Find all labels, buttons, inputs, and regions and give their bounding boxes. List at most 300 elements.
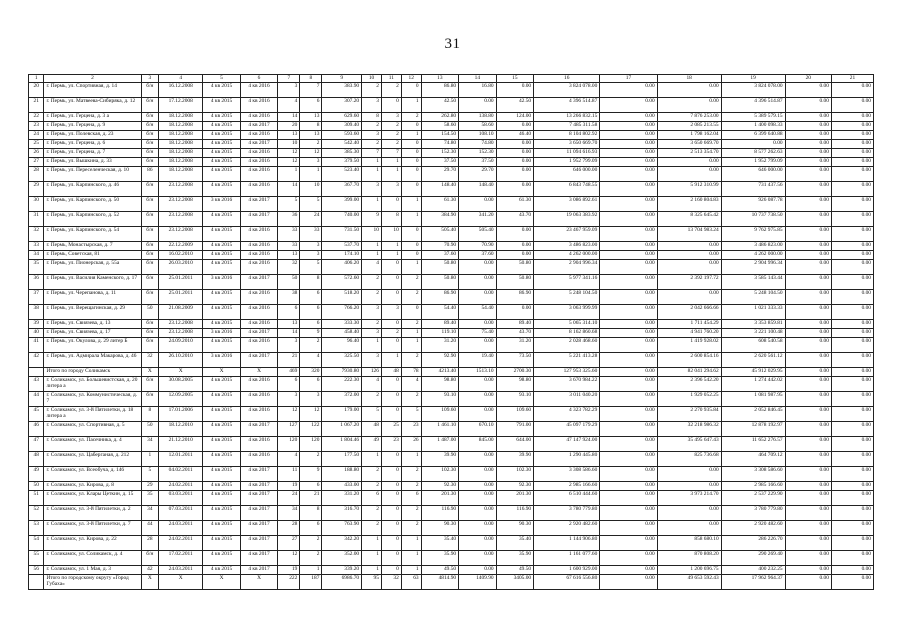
table-body [29,75,874,590]
table-cell: 10 [381,227,401,242]
table-cell: 10 [362,227,382,242]
table-cell: 2 985 166.60 [721,482,785,491]
table-cell: 384.90 [421,212,459,227]
table-row [29,98,874,113]
table-cell: 4 кв 2015 [203,452,241,467]
table-cell: 505.40 [421,227,459,242]
table-cell: 0.00 [785,167,831,182]
table-cell: 4 кв 2017 [240,566,278,575]
table-cell: 0.00 [721,140,785,149]
table-cell: 845.00 [459,437,497,452]
address-cell: г. Соликамск, ул. 3-й Пятилетки, д. 2 [44,506,141,521]
table-cell: б/н [141,242,159,251]
table-cell: 18.12.2008 [159,140,203,149]
table-cell: 0.00 [831,329,873,338]
table-cell: 49 [362,437,382,452]
table-cell: 1 952 799.09 [721,158,785,167]
table-cell: 108.10 [459,131,497,140]
table-cell: 3 308 586.60 [721,467,785,482]
table-cell: 6 399 640.88 [721,131,785,140]
table-cell: 629.60 [322,113,362,122]
table-cell: 0 [401,83,421,98]
table-cell: 379.50 [322,158,362,167]
table-cell: 0.00 [496,122,534,131]
table-cell: 858 680.10 [657,536,721,551]
table-cell: 23.12.2008 [159,320,203,329]
table-cell: 4 кв 2015 [203,467,241,482]
table-cell: 6 [300,290,322,305]
table-cell: 7 [300,83,322,98]
column-number-cell: 6 [240,75,278,83]
table-cell: 46 [29,422,44,437]
table-cell: 3 [381,305,401,320]
table-cell: 16.80 [459,83,497,98]
address-cell: г. Соликамск, ул. Большевистская, д. 20 литера а [44,377,141,392]
table-cell: 646 000.00 [721,167,785,182]
table-cell: 1 [401,452,421,467]
table-cell: 5 248 104.50 [721,290,785,305]
table-cell: 0.00 [831,305,873,320]
table-cell: 5 221 413.28 [534,353,600,368]
table-cell: 1 [401,536,421,551]
table-cell: 1 290 445.80 [534,452,600,467]
table-cell: 0.00 [459,320,497,329]
table-cell: 38 [29,305,44,320]
table-cell: 7 [381,149,401,158]
table-cell: 222 [278,575,300,590]
table-row [29,167,874,182]
table-cell: 1 [362,242,382,251]
address-cell: г. Соликамск, ул. Пасечника, д. 4 [44,437,141,452]
table-cell: 6 [362,491,382,506]
table-cell: 0 [381,392,401,407]
table-cell: 4 кв 2016 [240,377,278,392]
table-cell: 74.80 [421,140,459,149]
table-cell: 0 [381,338,401,353]
table-cell: 8 [381,212,401,227]
table-cell: 0.00 [785,377,831,392]
table-cell: 75.40 [459,329,497,338]
table-cell: 18.12.2008 [159,131,203,140]
table-cell: 4 кв 2015 [203,305,241,320]
table-cell: 0 [401,167,421,182]
table-cell: 148.40 [421,182,459,197]
table-cell: 469 [278,368,300,377]
table-cell: 4 кв 2015 [203,437,241,452]
table-cell: 4 [300,353,322,368]
table-cell: 4 кв 2016 [240,149,278,158]
table-cell: 3 063 999.99 [534,305,600,320]
table-cell: 6 [300,377,322,392]
table-cell: 49.50 [421,566,459,575]
table-cell: 4 кв 2017 [240,140,278,149]
table-cell: 35.90 [496,551,534,566]
table-cell: 0.00 [600,437,657,452]
table-cell: 0.00 [600,368,657,377]
table-cell: 0.00 [496,83,534,98]
table-cell: 4 кв 2015 [203,242,241,251]
table-cell: 0.00 [600,338,657,353]
table-cell: 1 [401,212,421,227]
table-cell: 34 [29,251,44,260]
table-cell: 0 [401,122,421,131]
table-cell: 29 [141,482,159,491]
table-cell: 21 [29,98,44,113]
table-row [29,566,874,575]
table-cell: 0.00 [657,242,721,251]
table-cell: 11 094 616.93 [534,149,600,158]
table-cell: 2 [362,467,382,482]
table-cell: 2 [362,392,382,407]
address-cell: г. Пермь, ул. Карпинского, д. 54 [44,227,141,242]
table-row [29,536,874,551]
table-cell: 4 кв 2015 [203,83,241,98]
table-cell: 1 [401,98,421,113]
table-row [29,353,874,368]
table-cell: 2 904 996.34 [721,260,785,275]
table-cell: 3 650 669.70 [657,140,721,149]
table-cell: 24.02.2011 [159,536,203,551]
table-cell: 0.00 [600,197,657,212]
column-number-cell: 17 [600,75,657,83]
address-cell: г. Пермь, ул. Герцена, д. 9 [44,122,141,131]
table-cell: 4 кв 2015 [203,521,241,536]
table-cell: 0.00 [831,575,873,590]
table-row [29,329,874,338]
table-cell: 44 [29,392,44,407]
address-cell: г. Соликамск, ул. 1 Мая, д. 3 [44,566,141,575]
table-cell: 1 [401,131,421,140]
table-cell: б/н [141,338,159,353]
table-cell: 0.00 [785,212,831,227]
table-cell: X [240,368,278,377]
table-cell: 0.00 [785,506,831,521]
table-cell: 21.12.2010 [159,437,203,452]
column-number-cell: 12 [401,75,421,83]
address-cell: г. Пермь, ул. Вышкина, д. 33 [44,158,141,167]
table-cell: 32 218 986.32 [657,422,721,437]
table-cell: 201.30 [421,491,459,506]
address-cell: г. Пермь, ул. Матвеева-Сибиряка, д. 12 [44,98,141,113]
table-cell: 34 [141,506,159,521]
table-row [29,482,874,491]
table-cell: 89.40 [421,320,459,329]
table-cell: 4 кв 2017 [240,197,278,212]
table-cell: 0.00 [459,521,497,536]
table-cell: 2 [362,140,382,149]
table-cell: 23.12.2008 [159,227,203,242]
table-cell: 8 325 645.42 [657,212,721,227]
table-cell: 22.12.2009 [159,242,203,251]
table-cell: 5 [141,467,159,482]
table-row [29,338,874,353]
table-cell: 2 [401,275,421,290]
table-cell: 0.00 [496,149,534,158]
table-cell: 3 кв 2016 [203,353,241,368]
table-cell: 19 063 383.92 [534,212,600,227]
table-cell: 3 824 078.00 [721,83,785,98]
table-cell: 3 [362,329,382,338]
table-cell: 4 кв 2015 [203,140,241,149]
table-cell: 0 [381,491,401,506]
table-row [29,392,874,407]
table-cell: 22 [29,113,44,122]
address-cell: г. Пермь, Советская, 81 [44,251,141,260]
table-cell: 12 [300,149,322,158]
table-cell: 70.90 [459,242,497,251]
table-cell: 4 кв 2015 [203,566,241,575]
table-cell: 791.00 [496,422,534,437]
table-cell: 127 953 325.60 [534,368,600,377]
table-cell: 2 [401,482,421,491]
address-cell: г. Соликамск, ул. 3-й Пятилетки, д. 7 [44,521,141,536]
table-cell: 0.00 [785,98,831,113]
table-cell: 50 [29,482,44,491]
table-cell: 2 [401,290,421,305]
table-cell: 3 [381,113,401,122]
table-cell: 309.40 [322,122,362,131]
table-cell: 1 274 442.02 [721,377,785,392]
table-cell: 0.00 [831,407,873,422]
table-cell: 1 952 799.09 [534,158,600,167]
table-cell: 93.10 [496,392,534,407]
table-cell: 325.50 [322,353,362,368]
table-cell: 0.00 [657,251,721,260]
table-cell: 0 [381,407,401,422]
address-cell: г. Соликамск, ул. Кирова, д. 22 [44,536,141,551]
table-cell: 4 кв 2016 [240,251,278,260]
table-cell: 50.80 [421,260,459,275]
table-cell: 27 [29,158,44,167]
table-cell: 55 [29,551,44,566]
table-cell: 33 [300,227,322,242]
table-cell: 0.00 [831,521,873,536]
table-cell: 4 кв 2015 [203,536,241,551]
table-cell: 4 кв 2015 [203,260,241,275]
table-cell: 43 [29,377,44,392]
address-cell: г. Пермь, ул. Верещагинская, д. 29 [44,305,141,320]
table-cell: 46.40 [496,131,534,140]
column-number-cell: 19 [721,75,785,83]
table-cell: 333.30 [322,320,362,329]
table-cell: 0.00 [785,353,831,368]
table-cell: 2 920 482.60 [534,521,600,536]
table-cell: 0.00 [831,482,873,491]
table-row [29,251,874,260]
table-cell: 9 [300,467,322,482]
table-cell: 367.70 [322,182,362,197]
table-cell: 1 [381,251,401,260]
table-cell: 6 [300,98,322,113]
table-cell: 0.00 [785,251,831,260]
table-cell: 0.00 [496,305,534,320]
table-cell: 3 486 823.00 [534,242,600,251]
table-cell: 0.00 [785,158,831,167]
table-cell: 1 400 098.33 [721,122,785,131]
table-row [29,83,874,98]
table-cell: 0.00 [785,275,831,290]
table-cell: 0.00 [785,305,831,320]
table-cell: 608 540.58 [721,338,785,353]
table-cell: 0.00 [600,422,657,437]
table-cell: 542.40 [322,140,362,149]
table-cell: 0.00 [600,131,657,140]
table-cell: 13 [300,131,322,140]
table-cell: 0.00 [600,320,657,329]
address-cell: г. Пермь, ул. Свиязева, д. 17 [44,329,141,338]
table-cell: 0.00 [600,83,657,98]
table-cell: 1 600 929.00 [534,566,600,575]
column-number-cell: 21 [831,75,873,83]
table-cell: 3 кв 2016 [203,275,241,290]
table-cell: 50.80 [496,260,534,275]
table-cell: 0.00 [785,521,831,536]
table-cell: 1 081 987.95 [721,392,785,407]
table-cell: 4 кв 2017 [240,551,278,566]
table-cell: 262.80 [421,113,459,122]
column-number-cell: 10 [362,75,382,83]
table-cell: б/н [141,290,159,305]
table-cell: 4 кв 2017 [240,122,278,131]
table-cell: 4 кв 2015 [203,506,241,521]
table-cell: 1 021 333.33 [721,305,785,320]
table-cell: 18.12.2010 [159,422,203,437]
table-cell: 3 650 669.70 [534,140,600,149]
table-row [29,305,874,320]
table-cell: 4 кв 2016 [240,320,278,329]
table-cell: 98.80 [421,377,459,392]
table-cell: 0.00 [600,140,657,149]
table-cell: 4 кв 2015 [203,167,241,182]
table-cell: 0 [381,290,401,305]
table-cell: 0.00 [785,407,831,422]
table-cell: 17.12.2008 [159,98,203,113]
table-cell: 2 [362,275,382,290]
table-cell: 0.00 [600,113,657,122]
table-cell: 0.00 [459,377,497,392]
table-cell: 35 495 647.43 [657,437,721,452]
table-cell: 26.03.2010 [159,260,203,275]
table-cell: 9 762 975.85 [721,227,785,242]
table-cell: 0 [381,452,401,467]
table-cell: 90.30 [421,521,459,536]
table-cell: 92.90 [421,353,459,368]
table-row [29,377,874,392]
table-cell: 29 [29,182,44,197]
table-cell: 307.20 [322,98,362,113]
table-cell: 0.00 [600,182,657,197]
table-cell: 1 [362,197,382,212]
table-cell: 13 [300,113,322,122]
table-cell: 40 [29,329,44,338]
table-cell: 0.00 [459,536,497,551]
column-number-cell: 16 [534,75,600,83]
table-cell: 0.00 [785,392,831,407]
table-cell: 2 042 666.66 [657,305,721,320]
table-cell: 2 [300,536,322,551]
table-cell: 4 кв 2016 [240,290,278,305]
table-cell: 406.20 [322,260,362,275]
table-cell: 4 [362,377,382,392]
table-cell: 740.00 [322,212,362,227]
table-cell: 464 709.12 [721,452,785,467]
table-cell: 4 кв 2015 [203,212,241,227]
table-cell: 1 [401,566,421,575]
table-cell: 25 [29,140,44,149]
table-cell: 0.00 [600,575,657,590]
table-cell: 352.00 [322,551,362,566]
table-cell: 82 041 294.62 [657,368,721,377]
table-cell: 8 162 860.68 [534,329,600,338]
table-cell: 23.12.2008 [159,182,203,197]
table-cell: 18.12.2008 [159,167,203,182]
table-cell: 0.00 [831,290,873,305]
table-cell: б/н [141,140,159,149]
table-cell: 0.00 [831,251,873,260]
table-cell: X [141,575,159,590]
table-cell: 58.60 [421,122,459,131]
table-cell: 6 [300,482,322,491]
table-cell: 37.50 [421,158,459,167]
table-cell: 12 [278,551,300,566]
table-cell: 48 [29,452,44,467]
table-cell: 0.00 [785,320,831,329]
table-cell: 0.00 [600,392,657,407]
table-cell: 86.80 [421,83,459,98]
table-cell: 58.60 [459,122,497,131]
table-cell: 4 кв 2017 [240,536,278,551]
table-cell: 43.70 [496,212,534,227]
table-cell: 870 808.20 [657,551,721,566]
table-cell: 0.00 [600,167,657,182]
table-cell: 0.00 [831,491,873,506]
table-cell: 3 780 779.80 [534,506,600,521]
table-cell: 21.08.2009 [159,305,203,320]
address-cell: г. Пермь, ул. Черепанова, д. 11 [44,290,141,305]
table-cell: 5 389 579.15 [721,113,785,122]
table-cell: 3 486 823.00 [721,242,785,251]
table-cell: 4 кв 2015 [203,227,241,242]
table-row [29,437,874,452]
table-cell: 3 [300,242,322,251]
table-cell: 37 [29,290,44,305]
table-cell: 1 [362,251,382,260]
table-cell: 63 [401,575,421,590]
table-cell: 8 [300,275,322,290]
table-cell: 4 кв 2017 [240,212,278,227]
table-cell: 4 кв 2015 [203,182,241,197]
table-cell: 0.00 [459,197,497,212]
table-cell: 1 804.46 [322,437,362,452]
table-cell: X [240,575,278,590]
table-cell: 0.00 [459,338,497,353]
table-cell: 4 [362,260,382,275]
table-cell: 0.00 [657,467,721,482]
table-row [29,422,874,437]
table-cell: 109.60 [421,407,459,422]
table-cell: 825 736.68 [657,452,721,467]
table-cell: 0.00 [600,275,657,290]
table-cell: 0.00 [459,452,497,467]
table-cell: 61.30 [421,197,459,212]
table-cell: 1 [141,452,159,467]
table-cell: 42.50 [496,98,534,113]
table-cell: б/н [141,113,159,122]
table-cell: 16.02.2010 [159,251,203,260]
table-cell: 0.00 [785,122,831,131]
table-cell: 646 000.00 [534,167,600,182]
table-cell: 2 [381,140,401,149]
